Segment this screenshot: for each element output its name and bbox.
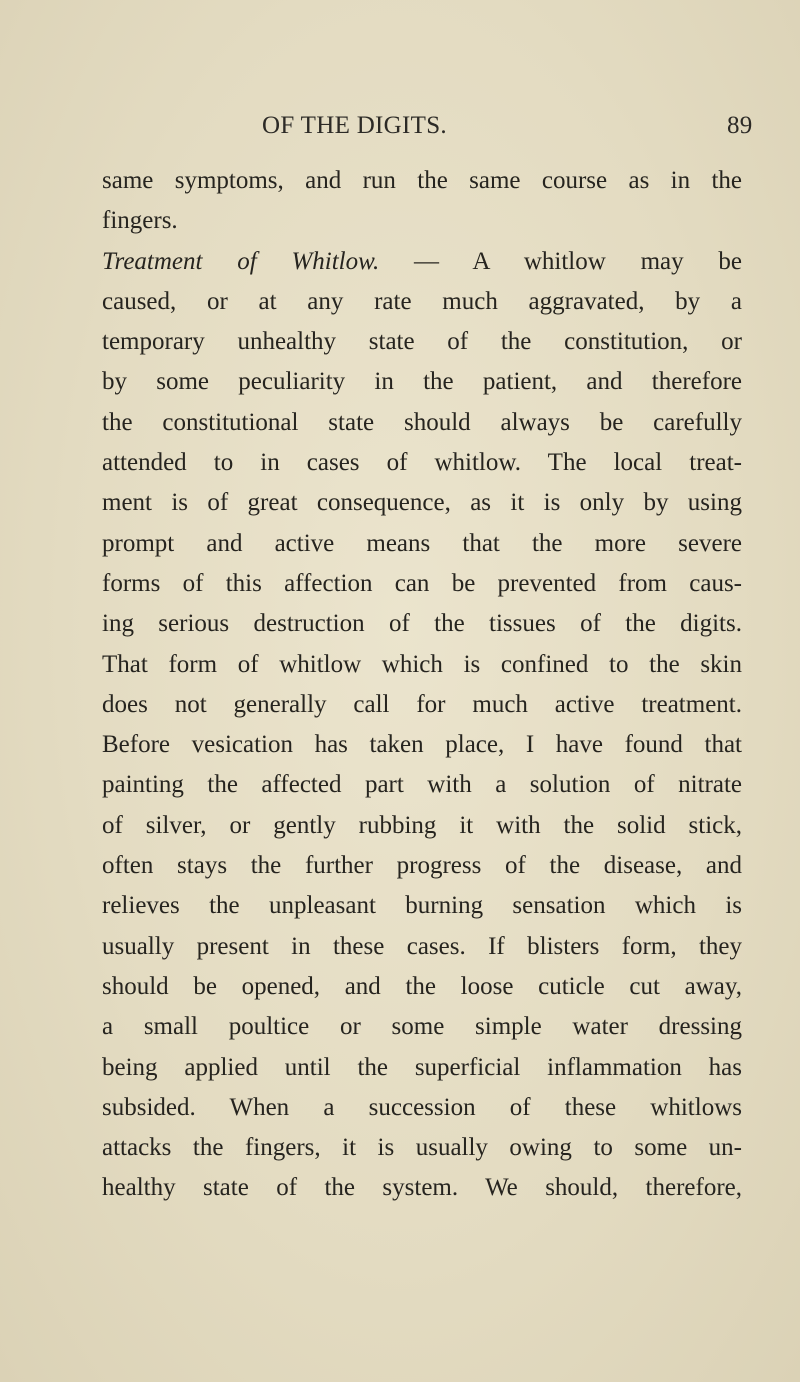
text-line: subsided. When a succession of these whitlows [102,1093,742,1121]
body-text [102,161,742,1209]
running-title: OF THE DIGITS. [262,112,447,139]
text-line: same symptoms, and run the same course as in the [102,167,742,194]
text-line: does not generally call for much active treatment. [102,690,742,718]
paragraph-heading-line [102,242,742,282]
page-header [262,112,753,140]
text-line: fingers. [102,207,178,235]
text-line: should be opened, and the loose cuticle cut away, [102,972,742,1000]
text-line: forms of this affection can be prevented from caus- [102,569,742,597]
text-line: ment is of great consequence, as it is only by using [102,489,742,517]
text-line: attended to in cases of whitlow. The local treat- [102,449,742,477]
page-number: 89 [727,112,753,139]
text-line: Before vesication has taken place, I have found that [102,731,742,759]
text-line: of silver, or gently rubbing it with the solid stick, [102,811,742,839]
text-line: ing serious destruction of the tissues of the digits. [102,610,742,638]
text-line: a small poultice or some simple water dressing [102,1013,742,1041]
text-line: prompt and active means that the more severe [102,529,742,557]
text-line: usually present in these cases. If blisters form, they [102,932,742,960]
text-line: That form of whitlow which is confined to the skin [102,650,742,678]
text-fragment: — A whitlow may be [413,247,742,275]
text-line: by some peculiarity in the patient, and therefore [102,368,742,396]
text-line: often stays the further progress of the disease, and [102,852,742,880]
text-line: being applied until the superficial inflammation has [102,1053,742,1081]
text-line: healthy state of the system. We should, therefore, [102,1174,742,1202]
text-line: attacks the fingers, it is usually owing to some un- [102,1134,742,1162]
section-heading: Treatment of Whitlow. [102,247,380,275]
text-line: temporary unhealthy state of the constitution, or [102,328,742,356]
text-line: the constitutional state should always be carefully [102,408,742,436]
text-line: relieves the unpleasant burning sensation which is [102,892,742,920]
text-line: painting the affected part with a solution of nitrate [102,771,742,799]
text-line: caused, or at any rate much aggravated, by a [102,287,742,315]
